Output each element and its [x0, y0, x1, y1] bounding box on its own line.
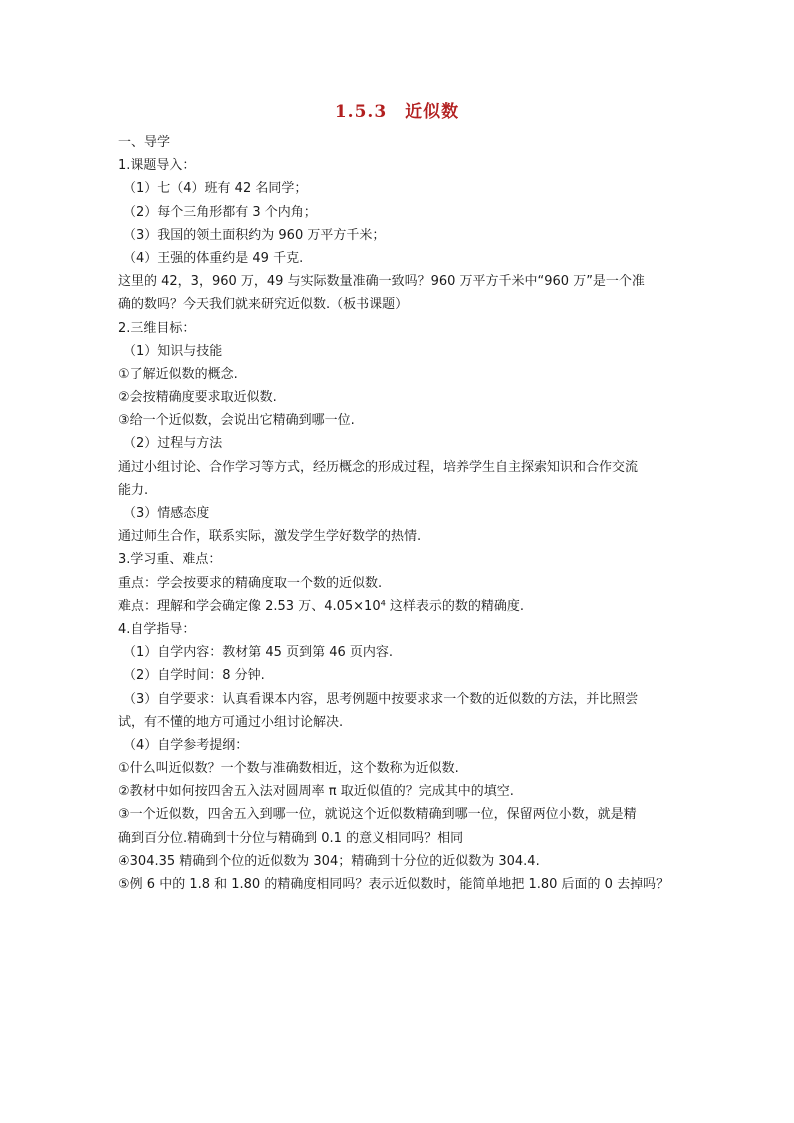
list-item: （2）过程与方法: [123, 436, 223, 452]
paragraph-line: ②会按精确度要求取近似数.: [118, 390, 277, 406]
list-item: （4）自学参考提纲：: [123, 737, 249, 753]
paragraph-line: 通过小组讨论、合作学习等方式，经历概念的形成过程，培养学生自主探索知识和合作交流: [118, 459, 639, 475]
list-item: （4）王强的体重约是 49 千克.: [123, 250, 304, 266]
list-item: （1）自学内容：教材第 45 页到第 46 页内容.: [123, 645, 394, 661]
paragraph-line: 试，有不懂的地方可通过小组讨论解决.: [118, 714, 344, 730]
section-heading: 一、导学: [118, 135, 171, 150]
document-body: [118, 131, 678, 896]
list-item: （1）知识与技能: [123, 343, 223, 359]
document-title: 1.5.3 近似数: [334, 102, 460, 122]
paragraph-line: 确的数吗？今天我们就来研究近似数.（板书课题）: [118, 297, 409, 313]
paragraph-line: 确到百分位.精确到十分位与精确到 0.1 的意义相同吗？相同: [118, 830, 464, 846]
paragraph-line: 重点：学会按要求的精确度取一个数的近似数.: [118, 575, 383, 591]
paragraph-line: 能力.: [118, 482, 149, 498]
list-item: （2）每个三角形都有 3 个内角；: [123, 204, 317, 220]
subsection-heading: 4.自学指导：: [118, 621, 196, 637]
paragraph-line: 通过师生合作，联系实际，激发学生学好数学的热情.: [118, 529, 422, 545]
list-item: （3）情感态度: [123, 506, 210, 521]
paragraph-line: 这里的 42，3，960 万，49 与实际数量准确一致吗？960 万平方千米中“960 万”是一个准: [118, 274, 645, 290]
paragraph-line: 难点：理解和学会确定像 2.53 万、4.05×10⁴ 这样表示的数的精确度.: [118, 598, 525, 614]
paragraph-line: ③一个近似数，四舍五入到哪一位，就说这个近似数精确到哪一位，保留两位小数，就是精: [118, 807, 637, 823]
paragraph-line: ④304.35 精确到个位的近似数为 304；精确到十分位的近似数为 304.4.: [118, 853, 540, 869]
list-item: （1）七（4）班有 42 名同学；: [123, 181, 308, 197]
paragraph-line: ①了解近似数的概念.: [118, 366, 238, 382]
list-item: （3）我国的领土面积约为 960 万平方千米；: [123, 227, 386, 243]
paragraph-line: ①什么叫近似数？一个数与准确数相近，这个数称为近似数.: [118, 761, 459, 777]
paragraph-line: ②教材中如何按四舍五入法对圆周率 π 取近似值的？完成其中的填空.: [118, 784, 514, 800]
subsection-heading: 1.课题导入：: [118, 158, 196, 174]
list-item: （3）自学要求：认真看课本内容，思考例题中按要求求一个数的近似数的方法，并比照尝: [123, 691, 639, 707]
subsection-heading: 2.三维目标：: [118, 320, 196, 336]
paragraph-line: ⑤例 6 中的 1.8 和 1.80 的精确度相同吗？表示近似数时，能简单地把 1.80 后面的 0 去掉吗？: [118, 877, 670, 892]
subsection-heading: 3.学习重、难点：: [118, 552, 222, 568]
paragraph-line: ③给一个近似数，会说出它精确到哪一位.: [118, 413, 355, 429]
list-item: （2）自学时间：8 分钟.: [123, 668, 265, 684]
